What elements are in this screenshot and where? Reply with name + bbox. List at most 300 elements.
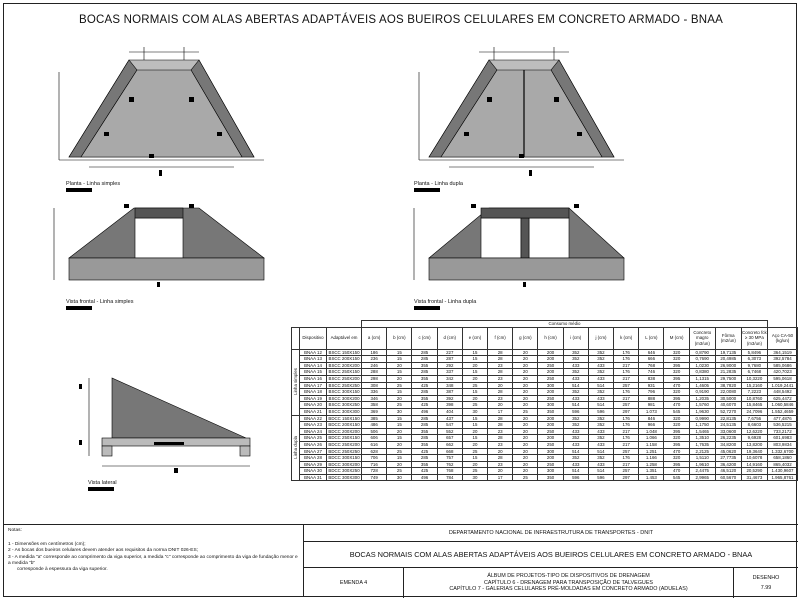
table-cell: 25 (462, 402, 487, 409)
table-cell: 246 (362, 362, 387, 369)
table-cell: 1.060,5846 (768, 402, 798, 409)
table-cell: 346 (362, 395, 387, 402)
table-cell: 23 (488, 461, 513, 468)
table-cell: 26,9000 (715, 362, 741, 369)
table-row (292, 408, 798, 415)
table-cell: 2,9965 (689, 474, 715, 481)
table-cell: 348 (437, 382, 462, 389)
table-cell: 200 (538, 455, 563, 462)
table-cell: 320 (664, 356, 689, 363)
table-cell: 20 (462, 362, 487, 369)
table-cell: 352 (588, 422, 613, 429)
table-cell: 1,4605 (689, 382, 715, 389)
table-cell: 29,7500 (715, 375, 741, 382)
table-cell: BDCC 250X150 (328, 435, 360, 441)
table-cell: 1.066 (639, 435, 664, 442)
table-cell: 352 (588, 389, 613, 396)
table-cell: BDCC 300X300 (328, 474, 360, 480)
table-cell: 433 (588, 441, 613, 448)
table-cell: 20 (462, 441, 487, 448)
table-cell: 60,5670 (715, 474, 741, 481)
table-cell: BNAA 21 (300, 408, 327, 415)
consumption-group-header: Consumo médio (362, 321, 768, 328)
table-cell: 15 (387, 415, 412, 422)
table-cell: BDCC 150X150 (328, 415, 360, 421)
table-cell: 285 (412, 455, 437, 462)
table-cell: 200 (538, 422, 563, 429)
front-double-drawing (409, 196, 629, 296)
table-cell: 350 (538, 408, 563, 415)
table-cell: BNAA 12 (300, 349, 327, 356)
table-cell: 297 (614, 408, 639, 415)
table-cell: 364,1519 (768, 349, 798, 356)
table-cell: 25 (462, 382, 487, 389)
table-cell: 768 (639, 362, 664, 369)
table-cell: 217 (614, 395, 639, 402)
scale-bar (414, 306, 440, 310)
table-cell: 20 (387, 395, 412, 402)
album-info (404, 568, 734, 598)
table-cell: 433 (588, 362, 613, 369)
table-cell: BSCC 150X150 (327, 349, 362, 356)
table-cell: 40,6070 (715, 402, 741, 409)
table-cell: 1.073 (639, 408, 664, 415)
table-cell: 20 (488, 468, 513, 475)
table-cell: 716 (362, 461, 387, 468)
table-cell: 1,9610 (689, 461, 715, 468)
table-cell: 285 (412, 389, 437, 396)
table-cell: 20 (462, 461, 487, 468)
table-cell: 470 (664, 448, 689, 455)
table-cell: 257 (614, 468, 639, 475)
table-cell: 425 (412, 448, 437, 455)
column-header: h (cm) (538, 327, 563, 349)
scale-bar (88, 487, 114, 491)
table-cell: 514 (588, 468, 613, 475)
table-cell: BNAA 18 (300, 389, 327, 396)
table-cell: 17 (488, 408, 513, 415)
table-cell: 514 (563, 468, 588, 475)
table-cell: 24,5135 (715, 422, 741, 429)
table-cell: 433 (563, 375, 588, 382)
table-cell: 15 (462, 369, 487, 376)
front-simple-label: Vista frontal - Linha simples (66, 299, 134, 305)
table-cell: 658,1860 (768, 455, 798, 462)
table-cell: BSCC 300X300 (327, 408, 362, 415)
table-cell: BNAA 19 (300, 395, 327, 402)
table-cell: 15 (387, 369, 412, 376)
table-cell: BNAA 24 (300, 428, 327, 435)
table-cell: 320 (664, 369, 689, 376)
table-cell: 355 (412, 395, 437, 402)
table-cell: BNAA 26 (300, 441, 327, 448)
table-cell: 20 (513, 461, 538, 468)
table-cell: 433 (563, 395, 588, 402)
column-header: k (cm) (614, 327, 639, 349)
table-cell: 186 (362, 349, 387, 356)
table-cell: 320 (664, 349, 689, 356)
table-cell: 30 (462, 408, 487, 415)
table-cell: 200 (538, 435, 563, 442)
table-cell: 1,2035 (689, 395, 715, 402)
table-cell: 395 (664, 441, 689, 448)
table-cell: BNAA 31 (300, 474, 327, 481)
table-cell: 352 (588, 349, 613, 356)
note-item: 2 - As bocas dos bueiros celulares devem atender aos requisitos da norma DNIT 026-ES; (8, 548, 199, 554)
table-cell: 19,7135 (715, 349, 741, 356)
table-cell: 352 (563, 356, 588, 363)
table-cell: 395 (664, 461, 689, 468)
table-cell: 1,5465 (689, 428, 715, 435)
table-cell: 433 (563, 428, 588, 435)
table-cell: BNAA 22 (300, 415, 327, 422)
table-row (292, 375, 798, 382)
column-header: d (cm) (437, 327, 462, 349)
table-cell: 596 (588, 474, 613, 481)
table-cell: 320 (664, 389, 689, 396)
table-cell: BDCC 300X150 (328, 455, 360, 461)
table-cell: 20 (513, 362, 538, 369)
table-cell: 1.430,9607 (768, 468, 798, 475)
table-cell: 385 (362, 415, 387, 422)
table-cell: 25 (387, 468, 412, 475)
table-cell: 931 (639, 382, 664, 389)
table-cell: 352 (588, 455, 613, 462)
table-cell: 1,5760 (689, 402, 715, 409)
table-cell: 38,7820 (715, 382, 741, 389)
table-cell: 320 (664, 415, 689, 422)
table-cell: 300 (538, 468, 563, 475)
table-cell: 433 (563, 362, 588, 369)
table-cell: 10,3220 (741, 375, 767, 382)
table-cell: 20 (513, 395, 538, 402)
table-cell: 20 (513, 435, 538, 442)
table-row (292, 461, 798, 468)
column-header: Concreto fck ≥ 30 MPa (m3/un) (741, 327, 767, 349)
table-cell: 846 (639, 415, 664, 422)
table-cell: BNAA 27 (300, 448, 327, 455)
table-cell: 15,8465 (741, 402, 767, 409)
column-header: b (cm) (387, 327, 412, 349)
table-cell: 395 (664, 395, 689, 402)
table-cell: 320 (664, 422, 689, 429)
table-cell: 355 (412, 362, 437, 369)
table-cell: 300 (538, 382, 563, 389)
table-cell: 20 (387, 428, 412, 435)
table-cell: 20 (387, 461, 412, 468)
table-cell: 20 (513, 415, 538, 422)
table-row (292, 422, 798, 429)
table-cell: 486 (362, 422, 387, 429)
table-cell: 545 (664, 474, 689, 481)
table-cell: 803,9834 (768, 441, 798, 448)
table-cell: 200 (538, 369, 563, 376)
table-cell: 20 (513, 356, 538, 363)
table-row (292, 395, 798, 402)
table-cell: 352 (563, 422, 588, 429)
table-cell: 28 (488, 389, 513, 396)
table-cell: 1.158 (639, 441, 664, 448)
sheet-title: BOCAS NORMAIS COM ALAS ABERTAS ADAPTÁVEIS AOS BUEIROS CELULARES EM CONCRETO ARMADO - BNAA (78, 14, 724, 26)
table-row (292, 474, 798, 481)
table-cell: 26,2235 (715, 435, 741, 442)
table-cell: 28 (488, 356, 513, 363)
table-cell: 628 (362, 448, 387, 455)
table-cell: BSCC 250X150 (327, 369, 362, 376)
table-cell: 176 (614, 349, 639, 356)
table-cell: BSCC 250X250 (327, 382, 362, 389)
table-cell: 236 (362, 356, 387, 363)
table-cell: BNAA 15 (300, 369, 327, 376)
column-header: c (cm) (412, 327, 437, 349)
table-cell: 217 (614, 461, 639, 468)
table-cell: 33,0600 (715, 428, 741, 435)
table-cell: 15 (462, 389, 487, 396)
table-cell: 596 (563, 408, 588, 415)
table-cell: 23 (488, 375, 513, 382)
table-cell: 337 (437, 369, 462, 376)
table-cell: 15 (462, 356, 487, 363)
table-cell: 425 (412, 402, 437, 409)
scale-bar (66, 306, 92, 310)
table-cell: 20 (513, 382, 538, 389)
table-cell: 342 (437, 375, 462, 382)
table-cell: 433 (588, 395, 613, 402)
table-cell: 470 (664, 382, 689, 389)
table-cell: 865,4032 (768, 461, 798, 468)
column-header: j (cm) (588, 327, 613, 349)
table-row (292, 435, 798, 442)
row-group-label: Linha simples (292, 349, 300, 415)
table-cell: 404 (437, 408, 462, 415)
table-cell: 514 (563, 382, 588, 389)
table-cell: 547 (437, 422, 462, 429)
table-cell: BSCC 300X200 (327, 395, 362, 402)
note-item: 1 - Dimensões em centímetros (cm); (8, 542, 86, 548)
table-cell: 9,6928 (741, 435, 767, 442)
table-cell: 24,7096 (741, 408, 767, 415)
table-cell: 1.251 (639, 448, 664, 455)
table-cell: 20 (513, 369, 538, 376)
table-cell: 1.332,6700 (768, 448, 798, 455)
table-cell: 470 (664, 402, 689, 409)
table-cell: 15 (462, 455, 487, 462)
table-cell: 20 (462, 395, 487, 402)
table-cell: 320 (664, 435, 689, 442)
table-cell: 1.258 (639, 461, 664, 468)
table-cell: 336 (362, 389, 387, 396)
table-cell: 646 (639, 349, 664, 356)
table-cell: 355 (412, 375, 437, 382)
table-row (292, 441, 798, 448)
table-row (292, 362, 798, 369)
table-row (292, 369, 798, 376)
table-cell: 308 (362, 382, 387, 389)
table-cell: 1,0230 (689, 362, 715, 369)
table-row (292, 389, 798, 396)
table-cell: 292 (437, 362, 462, 369)
table-cell: BNAA 29 (300, 461, 327, 468)
table-cell: 10,8760 (741, 395, 767, 402)
table-cell: 176 (614, 415, 639, 422)
table-cell: 350 (538, 474, 563, 481)
table-cell: 250 (538, 375, 563, 382)
table-cell: 395 (664, 428, 689, 435)
table-cell: 285 (412, 349, 437, 356)
table-cell: 20 (488, 402, 513, 409)
table-cell: 733,2172 (768, 428, 798, 435)
table-cell: 616 (362, 441, 387, 448)
table-cell: 217 (614, 375, 639, 382)
title-block-footer (304, 568, 798, 598)
table-cell: 287 (437, 356, 462, 363)
table-cell: 536,5215 (768, 422, 798, 429)
table-cell: 477,4876 (768, 415, 798, 422)
table-cell: 217 (614, 362, 639, 369)
table-cell: 662 (437, 441, 462, 448)
table-row (292, 349, 798, 356)
table-cell: 250 (538, 441, 563, 448)
table-cell: 358 (362, 402, 387, 409)
table-cell: 1,7635 (689, 441, 715, 448)
table-cell: 392,5784 (768, 356, 798, 363)
table-cell: 5,8496 (741, 349, 767, 356)
table-cell: BDCC 200X150 (328, 422, 360, 428)
table-cell: 496 (412, 474, 437, 481)
table-cell: 250 (538, 428, 563, 435)
table-cell: 352 (588, 369, 613, 376)
column-header: f (cm) (488, 327, 513, 349)
table-cell: 601,6983 (768, 435, 798, 442)
table-cell: 749 (362, 474, 387, 481)
table-cell: 352 (563, 415, 588, 422)
front-double-label: Vista frontal - Linha dupla (414, 299, 477, 305)
table-cell: 30 (462, 474, 487, 481)
table-cell: 27,7735 (715, 455, 741, 462)
table-cell: 52,7270 (715, 408, 741, 415)
table-cell: 585,0686 (768, 362, 798, 369)
table-cell: 257 (614, 382, 639, 389)
table-cell: 257 (614, 448, 639, 455)
table-cell: 25 (387, 382, 412, 389)
table-cell: 20 (513, 448, 538, 455)
table-cell: 285 (412, 369, 437, 376)
table-cell: 200 (538, 415, 563, 422)
front-simple-drawing (49, 196, 269, 296)
table-cell: 496 (412, 408, 437, 415)
table-cell: 352 (563, 349, 588, 356)
table-cell: 20 (462, 375, 487, 382)
table-cell: 433 (588, 375, 613, 382)
table-cell: 20,4985 (715, 356, 741, 363)
column-header: e (cm) (462, 327, 487, 349)
plan-double-label: Planta - Linha dupla (414, 181, 463, 187)
table-cell: 0,9990 (689, 415, 715, 422)
table-cell: 285 (412, 356, 437, 363)
table-cell: 298 (362, 375, 387, 382)
table-cell: 20 (513, 389, 538, 396)
table-cell: 1,9630 (689, 408, 715, 415)
table-cell: 1.351 (639, 468, 664, 475)
table-row (292, 428, 798, 435)
table-cell: 2,4475 (689, 468, 715, 475)
table-cell: 352 (588, 415, 613, 422)
table-cell: 470 (664, 468, 689, 475)
table-cell: 25 (462, 468, 487, 475)
table-cell: 7,6756 (741, 415, 767, 422)
table-cell: 250 (538, 362, 563, 369)
table-cell: BSCC 250X200 (327, 375, 362, 382)
table-cell: BNAA 25 (300, 435, 327, 442)
table-cell: 20 (462, 428, 487, 435)
table-cell: 257 (614, 402, 639, 409)
table-cell: 20,5290 (741, 468, 767, 475)
table-cell: 398 (437, 402, 462, 409)
column-header: Fôrma (m2/un) (715, 327, 741, 349)
drawing-number: 7.99 (760, 585, 772, 591)
table-cell: 30 (387, 408, 412, 415)
table-cell: 596 (588, 408, 613, 415)
table-cell: 352 (563, 435, 588, 442)
plan-simple-drawing (49, 42, 269, 187)
table-cell: BNAA 30 (300, 468, 327, 475)
table-cell: 217 (614, 428, 639, 435)
table-cell: 15 (387, 435, 412, 442)
table-cell: BDCC 250X250 (328, 448, 360, 454)
table-cell: 6,7468 (741, 369, 767, 376)
table-cell: 20 (513, 375, 538, 382)
table-cell: 28 (488, 369, 513, 376)
chapter-6: CAPÍTULO 6 - DRENAGEM PARA TRANSPOSIÇÃO DE TALVEGUES (483, 579, 654, 586)
table-cell: 506 (362, 428, 387, 435)
table-cell: 425 (412, 468, 437, 475)
table-cell: 19,3640 (741, 448, 767, 455)
table-cell: 668 (437, 448, 462, 455)
drawing-number-cell (734, 568, 798, 598)
table-cell: 250 (538, 395, 563, 402)
table-cell: 757 (437, 455, 462, 462)
table-cell: 28 (488, 422, 513, 429)
table-cell: 606 (362, 435, 387, 442)
table-cell: 838 (639, 375, 664, 382)
lateral-label: Vista lateral (88, 480, 117, 486)
table-cell: 200 (538, 389, 563, 396)
table-cell: 15 (387, 356, 412, 363)
table-cell: 200 (538, 349, 563, 356)
table-cell: 15 (462, 349, 487, 356)
table-cell: 15 (387, 389, 412, 396)
table-cell: 352 (588, 356, 613, 363)
table-cell: 20 (513, 428, 538, 435)
table-cell: 22,8135 (715, 415, 741, 422)
table-cell: 10,6078 (741, 455, 767, 462)
table-cell: 300 (538, 448, 563, 455)
table-cell: 514 (588, 448, 613, 455)
table-cell: 28 (488, 435, 513, 442)
table-cell: 596 (563, 474, 588, 481)
table-cell: 176 (614, 455, 639, 462)
table-cell: 1.453 (639, 474, 664, 481)
table-cell: 25 (513, 408, 538, 415)
table-cell: 250 (538, 461, 563, 468)
table-cell: 387 (437, 389, 462, 396)
table-row (292, 402, 798, 409)
table-cell: 23 (488, 428, 513, 435)
table-cell: 706 (362, 455, 387, 462)
note-item: 3 - A medida "a" corresponde ao comprimento da viga superior, a medida "c" corresponde ao comprimento da viga de fundação menor e a medida "b" (8, 554, 298, 566)
table-cell: BNAA 28 (300, 455, 327, 462)
scale-bar (414, 188, 440, 192)
